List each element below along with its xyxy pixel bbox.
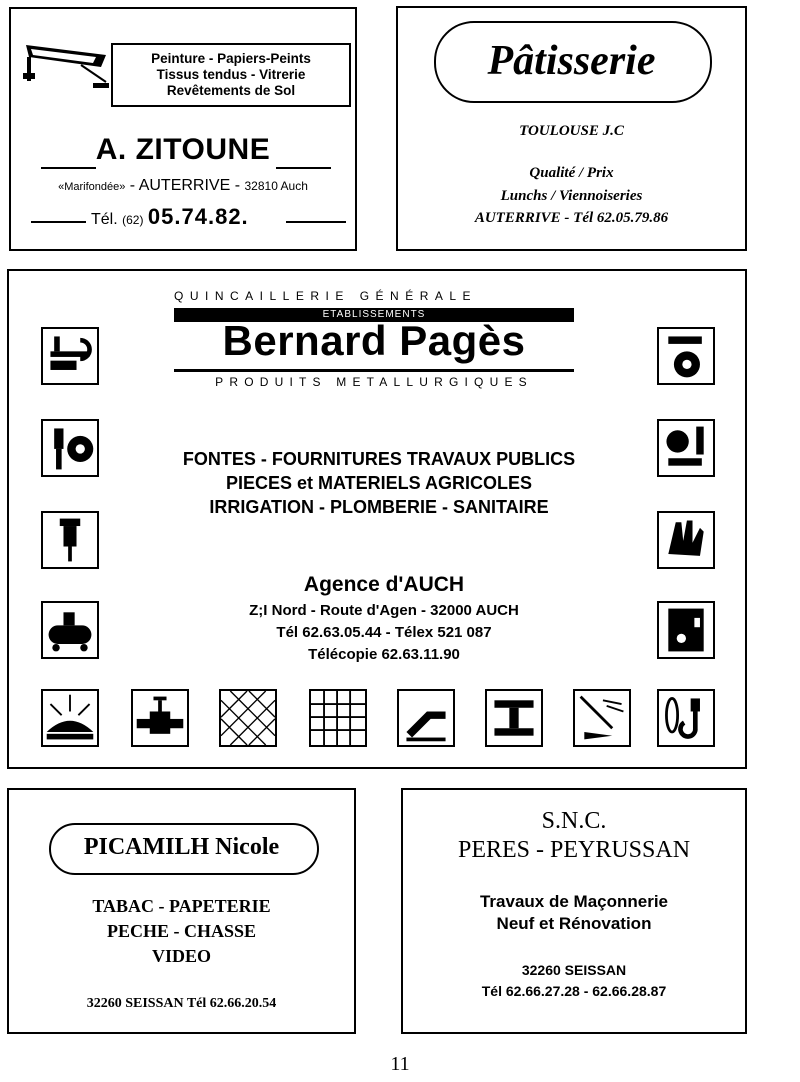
agency-fax: Télécopie 62.63.11.90: [308, 646, 460, 663]
tel-label: Tél.: [91, 211, 118, 228]
activity-line: IRRIGATION - PLOMBERIE - SANITAIRE: [209, 497, 549, 517]
activity-line: TABAC - PAPETERIE: [92, 896, 271, 916]
city: 32260 SEISSAN: [521, 962, 627, 978]
tagline: Qualité / Prix: [529, 165, 614, 181]
valve-icon: [131, 689, 189, 747]
agency-address: Z;I Nord - Route d'Agen - 32000 AUCH: [249, 602, 519, 619]
service-line: Revêtements de Sol: [166, 83, 296, 98]
telephone: Tél 62.66.27.28 - 62.66.28.87: [481, 983, 667, 999]
hook-sling-icon: [657, 689, 715, 747]
mesh-fence-icon: [219, 689, 277, 747]
contact-line: 32260 SEISSAN Tél 62.66.20.54: [86, 996, 277, 1011]
lock-box-icon: [657, 601, 715, 659]
rebar-grid-icon: [309, 689, 367, 747]
business-name: Bernard Pagès: [222, 317, 526, 364]
telephone: [91, 204, 249, 230]
divider: [174, 369, 574, 372]
rake-shears-icon: [573, 689, 631, 747]
city: AUTERRIVE -: [138, 177, 245, 194]
wrench-caliper-icon: [41, 327, 99, 385]
paintbrush-icon: [41, 419, 99, 477]
etablissements-bar: ETABLISSEMENTS: [174, 308, 574, 322]
divider: [276, 167, 331, 169]
postcode: 32810 Auch: [244, 179, 308, 193]
paint-roller-logo: [21, 37, 111, 97]
nickname: «Marifondée»: [58, 181, 126, 193]
divider: [286, 221, 346, 223]
pump-pipe-icon: [657, 419, 715, 477]
owner-name: TOULOUSE J.C: [519, 123, 624, 139]
glove-icon: [657, 511, 715, 569]
drill-icon: [41, 511, 99, 569]
header-line: QUINCAILLERIE GÉNÉRALE: [174, 289, 478, 303]
activity-line: Neuf et Rénovation: [496, 914, 652, 933]
address-line: AUTERRIVE - Tél 62.05.79.86: [474, 210, 669, 226]
divider: [41, 167, 96, 169]
tel-number: 05.74.82.: [147, 204, 249, 229]
company-type: S.N.C.: [541, 808, 607, 834]
ad-picamilh: [7, 788, 356, 1034]
business-title: Pâtisserie: [487, 38, 656, 84]
activity-line: FONTES - FOURNITURES TRAVAUX PUBLICS: [182, 449, 576, 469]
ad-patisserie: [396, 6, 747, 251]
separator: -: [125, 177, 139, 194]
compressor-icon: [41, 601, 99, 659]
address: [11, 177, 355, 195]
service-line: Tissus tendus - Vitrerie: [156, 67, 306, 82]
bolt-wheel-icon: [657, 327, 715, 385]
activity-line: Travaux de Maçonnerie: [479, 892, 669, 911]
divider: [31, 221, 86, 223]
activity-line: VIDEO: [151, 946, 211, 966]
business-name: PICAMILH Nicole: [83, 834, 280, 860]
tagline: Lunchs / Viennoiseries: [500, 188, 643, 204]
ad-peres-peyrussan: [401, 788, 747, 1034]
tel-prefix: (62): [122, 213, 144, 227]
i-beam-icon: [485, 689, 543, 747]
activity-line: PECHE - CHASSE: [106, 921, 257, 941]
page-number: 11: [390, 1053, 410, 1075]
angle-iron-icon: [397, 689, 455, 747]
subheader-line: PRODUITS METALLURGIQUES: [215, 375, 533, 389]
business-name: A. ZITOUNE: [95, 133, 271, 166]
service-line: Peinture - Papiers-Peints: [151, 51, 311, 66]
business-name: PERES - PEYRUSSAN: [457, 837, 691, 863]
sunrise-icon: [41, 689, 99, 747]
agency-telephone: Tél 62.63.05.44 - Télex 521 087: [276, 624, 492, 641]
activity-line: PIECES et MATERIELS AGRICOLES: [225, 473, 533, 493]
ad-bernard-pages: [7, 269, 747, 769]
ad-zitoune: [9, 7, 357, 251]
agency-title: Agence d'AUCH: [303, 573, 465, 596]
services-box: [111, 43, 351, 107]
